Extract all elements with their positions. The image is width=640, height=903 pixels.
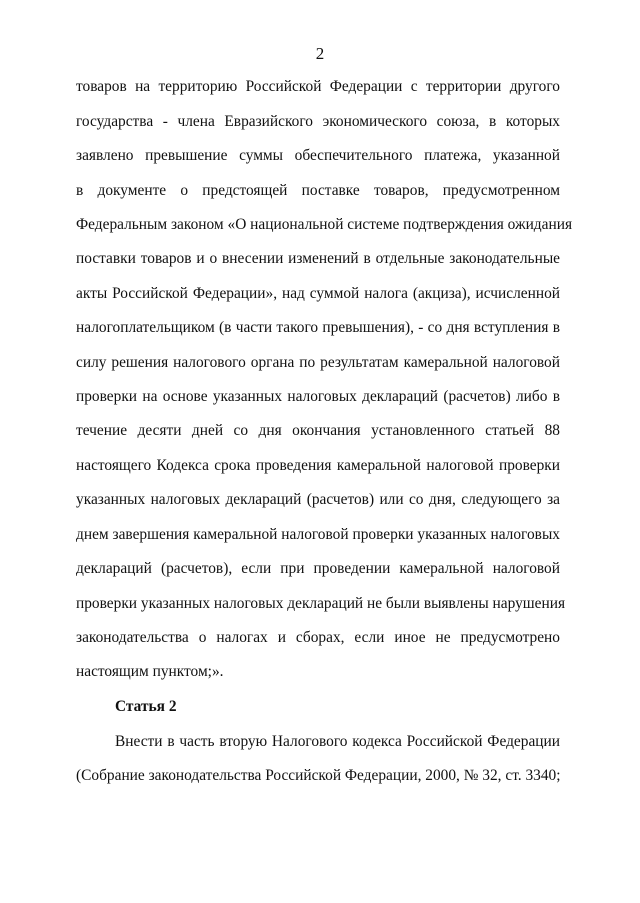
text-line: днем завершения камеральной налоговой проверки указанных налоговых [76, 526, 560, 543]
text-line: деклараций (расчетов), если при проведении камеральной налоговой [76, 560, 560, 577]
text-line: Внести в часть вторую Налогового кодекса Российской Федерации [115, 733, 560, 750]
text-line: заявлено превышение суммы обеспечительного платежа, указанной [76, 147, 560, 164]
text-line: проверки на основе указанных налоговых деклараций (расчетов) либо в [76, 388, 560, 405]
text-line: акты Российской Федерации», над суммой налога (акциза), исчисленной [76, 285, 560, 302]
text-line: Федеральным законом «О национальной системе подтверждения ожидания [76, 216, 573, 233]
text-line: поставки товаров и о внесении изменений в отдельные законодательные [76, 250, 560, 267]
text-line: настоящим пунктом;». [76, 663, 224, 680]
text-line: государства - члена Евразийского экономического союза, в которых [76, 113, 560, 130]
text-line: силу решения налогового органа по результатам камеральной налоговой [76, 354, 560, 371]
text-line: проверки указанных налоговых деклараций не были выявлены нарушения [76, 595, 566, 612]
text-line: товаров на территорию Российской Федерации с территории другого [76, 78, 560, 95]
text-line: законодательства о налогах и сборах, если иное не предусмотрено [76, 629, 560, 646]
text-line: течение десяти дней со дня окончания установленного статьей 88 [76, 422, 560, 439]
text-line: настоящего Кодекса срока проведения камеральной налоговой проверки [76, 457, 560, 474]
article-heading: Статья 2 [115, 698, 177, 715]
text-line: (Собрание законодательства Российской Федерации, 2000, № 32, ст. 3340; [76, 767, 561, 784]
text-line: налогоплательщиком (в части такого превышения), - со дня вступления в [76, 319, 560, 336]
text-line: в документе о предстоящей поставке товаров, предусмотренном [76, 182, 560, 199]
text-line: указанных налоговых деклараций (расчетов) или со дня, следующего за [76, 491, 560, 508]
page-number: 2 [315, 44, 325, 63]
